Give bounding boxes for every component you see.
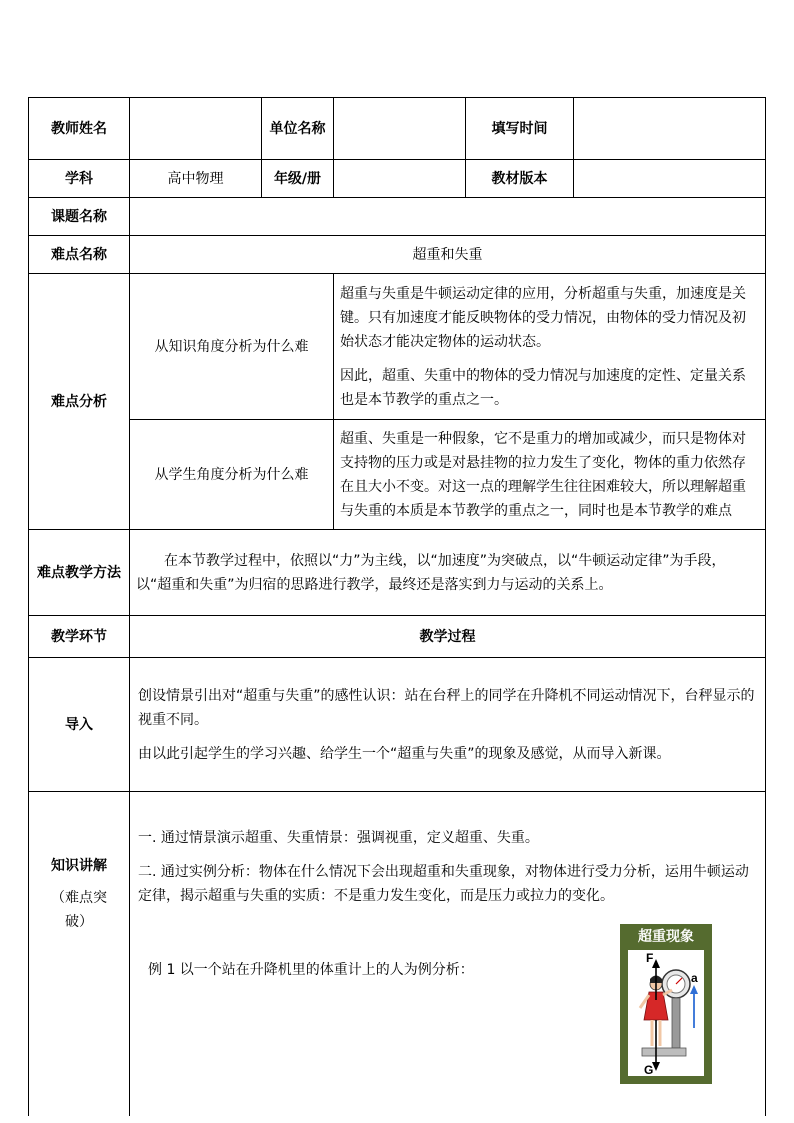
row-method	[29, 530, 766, 616]
figure-label-F: F	[646, 951, 654, 965]
difficulty-value: 超重和失重	[130, 236, 766, 274]
method-text	[130, 530, 766, 616]
intro-paragraph-1: 创设情景引出对“超重与失重”的感性认识：站在台秤上的同学在升降机不同运动情况下，台秤显示的视重不同。	[138, 687, 755, 728]
grade-value	[334, 160, 466, 198]
difficulty-label: 难点名称	[29, 236, 130, 274]
teacher-value	[130, 98, 262, 160]
process-label: 教学过程	[130, 616, 766, 658]
teacher-label: 教师姓名	[29, 98, 130, 160]
student-paragraph: 超重、失重是一种假象，它不是重力的增加或减少，而只是物体对支持物的压力或是对悬挂物的拉力发生了变化，物体的重力依然存在且大小不变。对这一点的理解学生往往困难较大，所以理解超重与失重的本质是本节教学的重点之一，同时也是本节教学的难点	[340, 430, 746, 519]
lecture-label-cell	[29, 792, 130, 1117]
figure-title: 超重现象	[638, 929, 694, 945]
row-difficulty	[29, 236, 766, 274]
unit-value	[334, 98, 466, 160]
method-paragraph: 在本节教学过程中，依照以“力”为主线，以“加速度”为突破点，以“牛顿运动定律”为手段，以“超重和失重”为归宿的思路进行教学，最终还是落实到力与运动的关系上。	[136, 552, 726, 593]
row-lecture	[29, 792, 766, 1117]
grade-label: 年级/册	[262, 160, 334, 198]
method-label: 难点教学方法	[29, 530, 130, 616]
lecture-paragraph-2: 二. 通过实例分析：物体在什么情况下会出现超重和失重现象，对物体进行受力分析，运用牛顿运动定律，揭示超重与失重的实质：不是重力发生变化，而是压力或拉力的变化。	[138, 864, 749, 904]
edition-value	[574, 160, 766, 198]
example-1-text: 例 1 以一个站在升降机里的体重计上的人为例分析：	[148, 962, 474, 978]
row-intro	[29, 658, 766, 792]
topic-label: 课题名称	[29, 198, 130, 236]
knowledge-angle-label: 从知识角度分析为什么难	[130, 274, 334, 420]
date-value	[574, 98, 766, 160]
overweight-figure	[620, 924, 712, 1084]
knowledge-paragraph-1: 超重与失重是牛顿运动定律的应用，分析超重与失重，加速度是关键。只有加速度才能反映物体的受力情况，由物体的受力情况及初始状态才能决定物体的运动状态。	[340, 285, 746, 350]
lecture-content	[130, 792, 766, 1117]
subject-label: 学科	[29, 160, 130, 198]
lecture-sub-label: （难点突破）	[51, 890, 107, 930]
intro-text	[130, 658, 766, 792]
lesson-form	[28, 97, 766, 1116]
row-topic	[29, 198, 766, 236]
knowledge-paragraph-2: 因此，超重、失重中的物体的受力情况与加速度的定性、定量关系也是本节教学的重点之一。	[340, 367, 746, 408]
row-teacher	[29, 98, 766, 160]
edition-label: 教材版本	[466, 160, 574, 198]
scale-person-illustration	[628, 950, 704, 1076]
row-analysis-knowledge	[29, 274, 766, 420]
analysis-label: 难点分析	[29, 274, 130, 530]
figure-label-G: G	[644, 1063, 654, 1076]
intro-label: 导入	[29, 658, 130, 792]
unit-label: 单位名称	[262, 98, 334, 160]
lecture-label: 知识讲解	[51, 858, 107, 874]
knowledge-angle-text	[334, 274, 766, 420]
figure-label-a: a	[691, 971, 698, 985]
student-angle-label: 从学生角度分析为什么难	[130, 420, 334, 530]
row-process-header	[29, 616, 766, 658]
topic-value	[130, 198, 766, 236]
stage-label: 教学环节	[29, 616, 130, 658]
student-angle-text	[334, 420, 766, 530]
row-subject	[29, 160, 766, 198]
date-label: 填写时间	[466, 98, 574, 160]
lecture-paragraph-1: 一. 通过情景演示超重、失重情景：强调视重，定义超重、失重。	[138, 830, 539, 846]
row-analysis-student	[29, 420, 766, 530]
example-area	[138, 924, 757, 1116]
subject-value: 高中物理	[130, 160, 262, 198]
intro-paragraph-2: 由以此引起学生的学习兴趣、给学生一个“超重与失重”的现象及感觉，从而导入新课。	[138, 745, 671, 762]
